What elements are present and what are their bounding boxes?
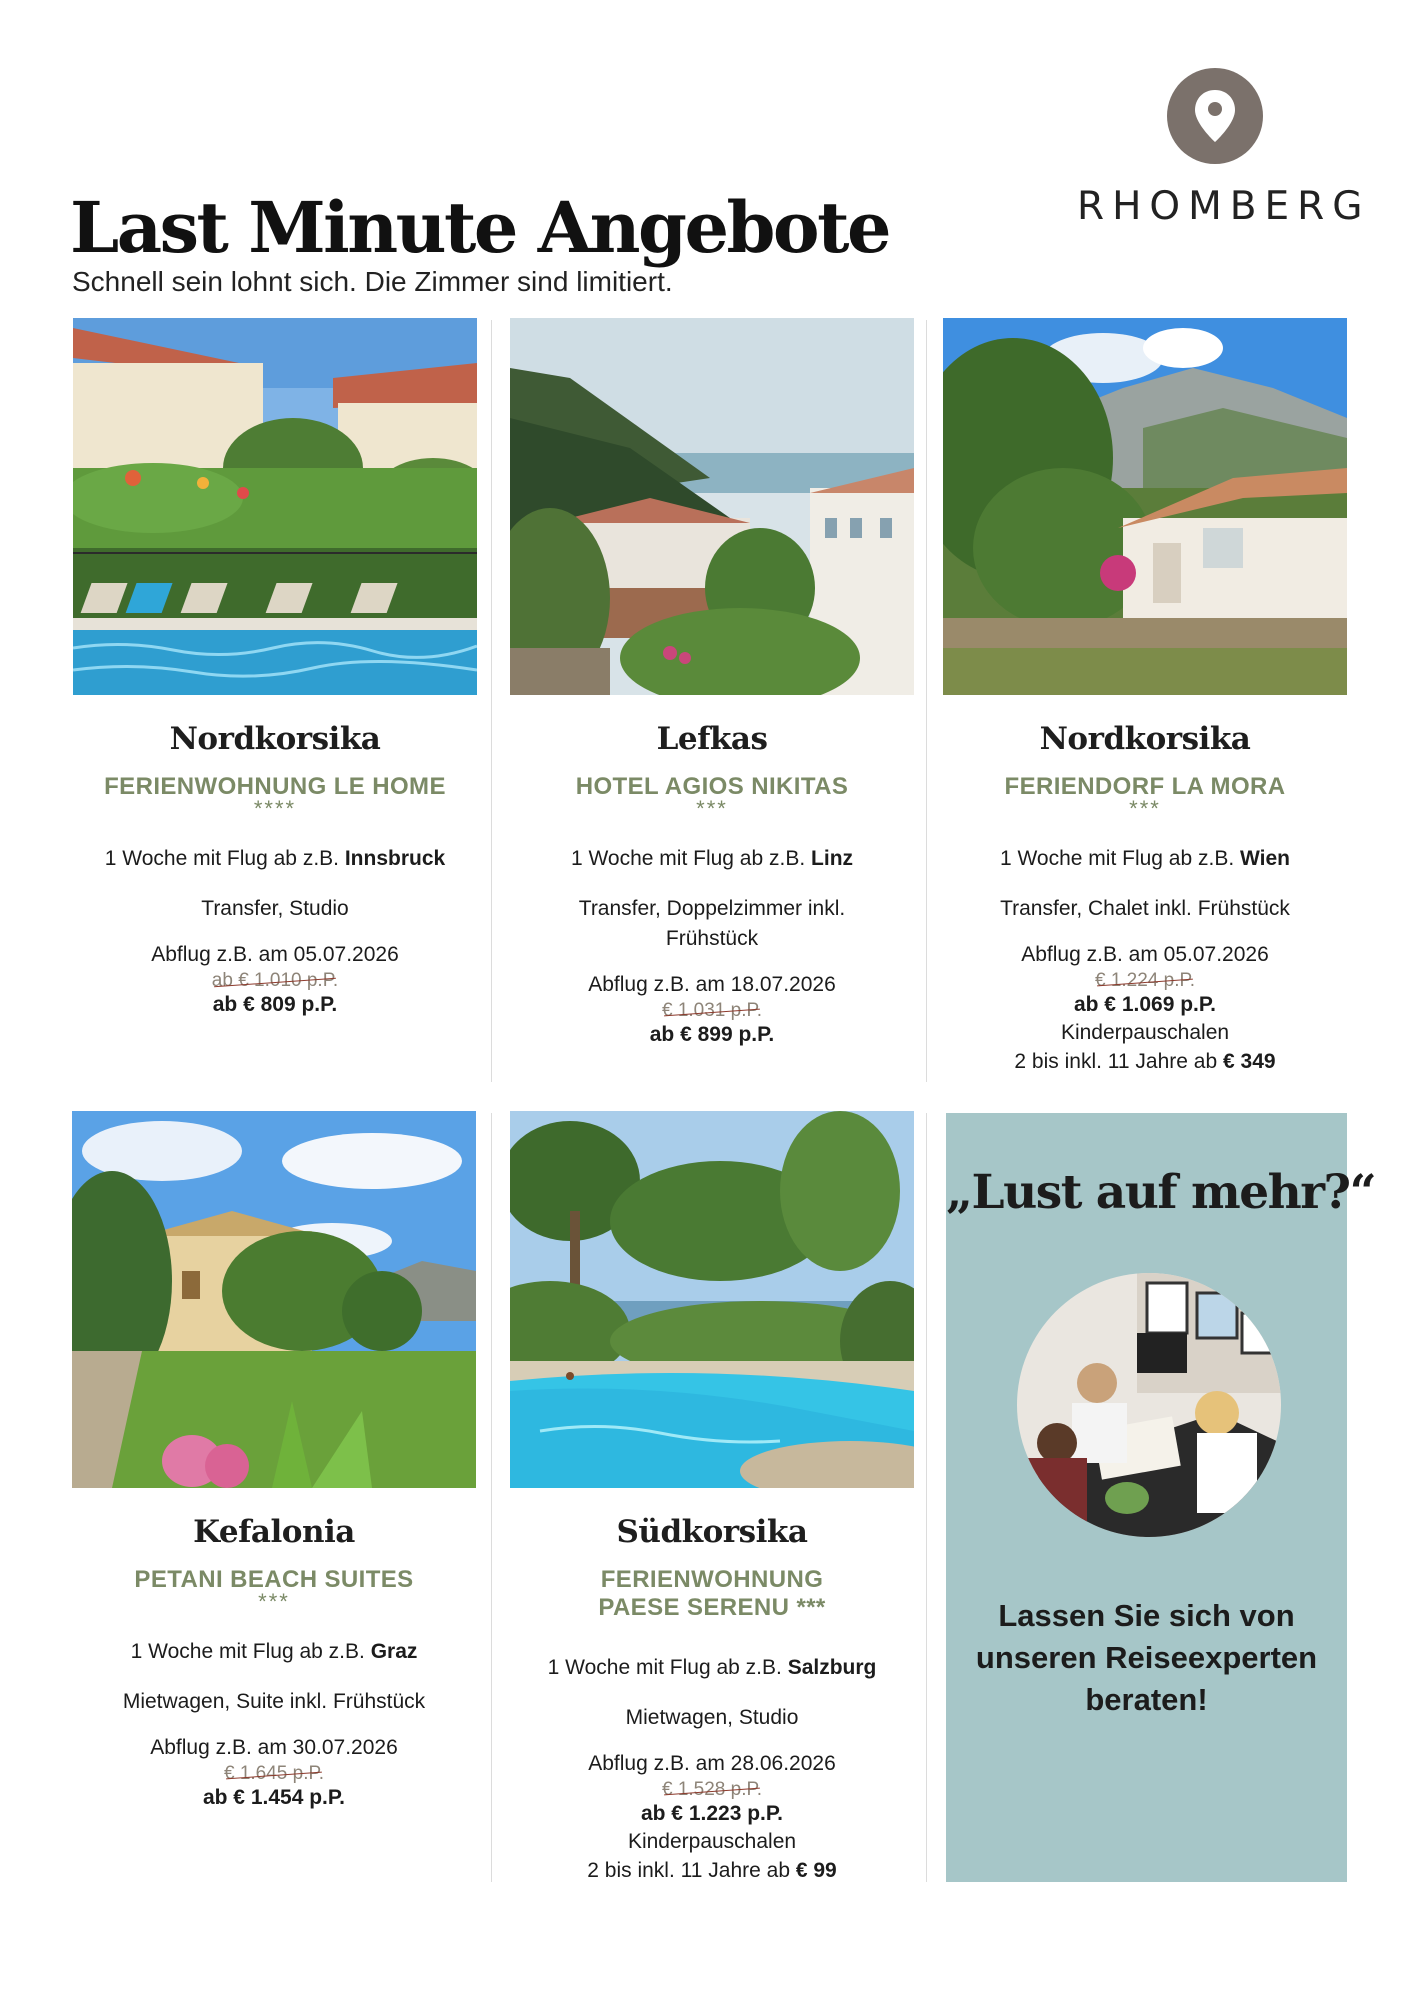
offer-extras: Mietwagen, Suite inkl. Frühstück (122, 1690, 426, 1713)
offer-extras: Transfer, Studio (201, 897, 349, 920)
offer-departure: Abflug z.B. am 18.07.2026 (588, 973, 836, 996)
offer-departure: Abflug z.B. am 30.07.2026 (150, 1736, 398, 1759)
column-divider (491, 1113, 492, 1882)
kids-label: Kinderpauschalen (1060, 1021, 1230, 1044)
page-title: Last Minute Angebote (70, 186, 889, 269)
offer-region: Kefalonia (193, 1514, 355, 1550)
offer-card[interactable] (72, 1111, 476, 1811)
hotel-photo (943, 318, 1347, 695)
offer-card[interactable] (510, 1111, 914, 1885)
offer-region: Lefkas (656, 721, 768, 757)
departure-city: Wien (1240, 847, 1291, 870)
promo-quote: „Lust auf mehr?“ (946, 1165, 1376, 1220)
hotel-photo (510, 318, 914, 695)
offer-stars: *** (1129, 796, 1161, 821)
offer-hotel-name[interactable]: PETANI BEACH SUITES (134, 1566, 414, 1593)
offer-flight: 1 Woche mit Flug ab z.B. Graz (130, 1640, 418, 1663)
offer-card[interactable] (943, 318, 1347, 1076)
offer-flight: 1 Woche mit Flug ab z.B. Innsbruck (104, 847, 446, 870)
hotel-photo (510, 1111, 914, 1488)
offer-region: Nordkorsika (169, 721, 381, 757)
advisors-photo (1017, 1273, 1281, 1537)
kids-price-line: 2 bis inkl. 11 Jahre ab € 99 (587, 1859, 837, 1882)
column-divider (926, 1113, 927, 1882)
departure-city: Linz (811, 847, 854, 870)
offer-departure: Abflug z.B. am 28.06.2026 (588, 1752, 836, 1775)
offer-stars: **** (253, 796, 297, 821)
offer-region: Südkorsika (616, 1514, 808, 1550)
kids-label: Kinderpauschalen (627, 1830, 797, 1853)
offer-flight: 1 Woche mit Flug ab z.B. Salzburg (547, 1656, 877, 1679)
page-subtitle: Schnell sein lohnt sich. Die Zimmer sind limitiert. (72, 266, 673, 297)
offer-flight: 1 Woche mit Flug ab z.B. Wien (999, 847, 1291, 870)
kids-price-line: 2 bis inkl. 11 Jahre ab € 349 (1014, 1050, 1276, 1073)
hotel-photo (73, 318, 477, 695)
offer-departure: Abflug z.B. am 05.07.2026 (151, 943, 399, 966)
brand-logo-text: RHOMBERG (1077, 184, 1371, 229)
old-price: € 1.224 p.P. (1094, 970, 1196, 991)
departure-city: Graz (370, 1640, 418, 1663)
offer-flight: 1 Woche mit Flug ab z.B. Linz (570, 847, 854, 870)
old-price: € 1.031 p.P. (661, 1000, 763, 1021)
offer-hotel-name[interactable]: HOTEL AGIOS NIKITAS (575, 773, 849, 800)
old-price: € 1.645 p.P. (223, 1763, 325, 1784)
column-divider (491, 320, 492, 1082)
promo-panel[interactable] (946, 1113, 1376, 1882)
offer-hotel-name[interactable]: FERIENDORF LA MORA (1004, 773, 1286, 800)
departure-city: Innsbruck (344, 847, 446, 870)
departure-city: Salzburg (787, 1656, 877, 1679)
offer-stars: *** (258, 1589, 290, 1614)
offer-extras: Transfer, Chalet inkl. Frühstück (1000, 897, 1290, 920)
promo-cta[interactable]: Lassen Sie sich von unseren Reiseexperten beraten! (975, 1598, 1318, 1717)
new-price: ab € 1.223 p.P. (640, 1802, 784, 1825)
old-price: € 1.528 p.P. (661, 1779, 763, 1800)
offer-hotel-name[interactable]: FERIENWOHNUNG PAESE SERENU *** (598, 1566, 826, 1621)
offer-card[interactable] (510, 318, 914, 1048)
old-price: ab € 1.010 p.P. (211, 970, 339, 991)
offer-card[interactable] (73, 318, 477, 1018)
offer-region: Nordkorsika (1039, 721, 1251, 757)
offer-extras: Transfer, Doppelzimmer inkl. Frühstück (578, 897, 846, 950)
logo-pin-icon (1167, 68, 1263, 164)
offer-extras: Mietwagen, Studio (625, 1706, 799, 1729)
new-price: ab € 809 p.P. (212, 993, 338, 1016)
new-price: ab € 1.454 p.P. (202, 1786, 346, 1809)
new-price: ab € 899 p.P. (649, 1023, 775, 1046)
hotel-photo (72, 1111, 476, 1488)
offer-stars: *** (696, 796, 728, 821)
column-divider (926, 320, 927, 1082)
new-price: ab € 1.069 p.P. (1073, 993, 1217, 1016)
offer-hotel-name[interactable]: FERIENWOHNUNG LE HOME (104, 773, 446, 800)
offer-departure: Abflug z.B. am 05.07.2026 (1021, 943, 1269, 966)
